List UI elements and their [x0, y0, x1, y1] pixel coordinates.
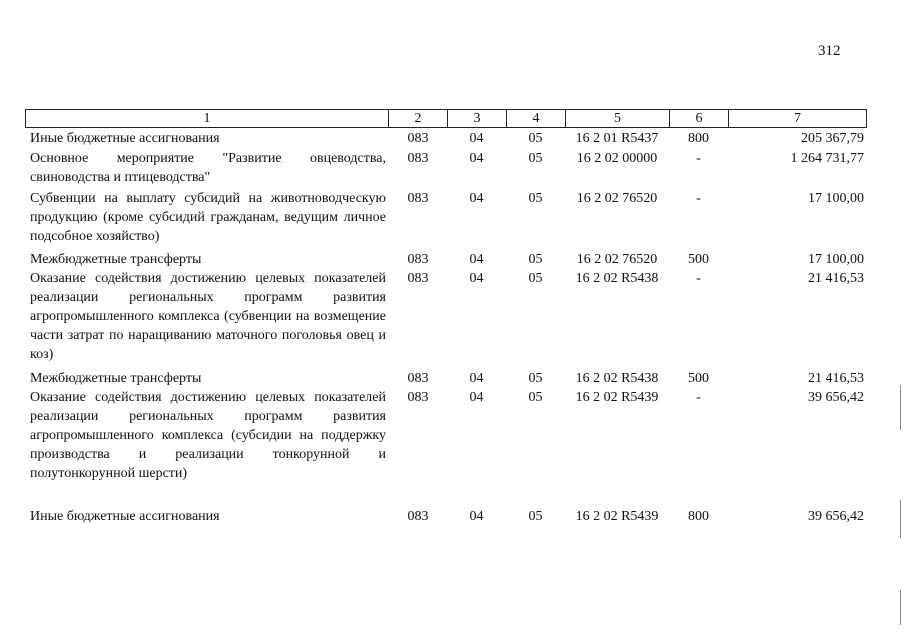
row-code-ministry: 083 — [407, 191, 429, 206]
row-subsection: 05 — [528, 252, 543, 267]
row-amount: 39 656,42 — [808, 509, 864, 524]
row-target-article: 16 2 02 R5438 — [575, 371, 659, 386]
row-subsection: 05 — [528, 151, 543, 166]
scan-margin-mark — [900, 385, 901, 430]
row-section: 04 — [469, 271, 484, 286]
row-amount: 17 100,00 — [808, 191, 864, 206]
row-code-ministry: 083 — [407, 271, 429, 286]
row-code-ministry: 083 — [407, 371, 429, 386]
row-description: Субвенции на выплату субсидий на животноводческую продукцию (кроме субсидий гражданам, ведущим личное подсобное хозяйство) — [30, 191, 386, 244]
row-code-ministry: 083 — [407, 252, 429, 267]
row-description: Оказание содействия достижению целевых показателей реализации региональных программ развития агропромышленного комплекса (субсидии на поддержку производства и реализации тонкорунной и полутонкорунной шерсти) — [30, 390, 386, 481]
row-section: 04 — [469, 390, 484, 405]
row-expense-type: 500 — [688, 252, 709, 267]
row-section: 04 — [469, 252, 484, 267]
row-expense-type: 800 — [688, 131, 709, 146]
column-header-1: 1 — [26, 110, 389, 128]
column-header-5: 5 — [566, 110, 670, 128]
row-subsection: 05 — [528, 271, 543, 286]
row-expense-type: - — [696, 151, 701, 166]
page-number: 312 — [818, 43, 841, 59]
row-amount: 1 264 731,77 — [790, 151, 864, 166]
column-header-table — [25, 109, 867, 128]
row-code-ministry: 083 — [407, 131, 429, 146]
row-expense-type: 500 — [688, 371, 709, 386]
row-amount: 205 367,79 — [801, 131, 864, 146]
row-target-article: 16 2 01 R5437 — [575, 131, 659, 146]
row-amount: 21 416,53 — [808, 371, 864, 386]
row-target-article: 16 2 02 76520 — [576, 252, 658, 267]
row-code-ministry: 083 — [407, 151, 429, 166]
row-code-ministry: 083 — [407, 390, 429, 405]
row-subsection: 05 — [528, 191, 543, 206]
scan-margin-mark — [900, 590, 901, 625]
scan-margin-mark — [900, 500, 901, 538]
row-description: Межбюджетные трансферты — [30, 252, 202, 267]
row-subsection: 05 — [528, 371, 543, 386]
row-target-article: 16 2 02 00000 — [576, 151, 658, 166]
column-header-6: 6 — [670, 110, 729, 128]
column-header-2: 2 — [389, 110, 448, 128]
row-description: Оказание содействия достижению целевых показателей реализации региональных программ развития агропромышленного комплекса (субвенции на возмещение части затрат по наращиванию маточного поголовья овец и коз) — [30, 271, 386, 362]
row-target-article: 16 2 02 R5438 — [575, 271, 659, 286]
row-code-ministry: 083 — [407, 509, 429, 524]
row-section: 04 — [469, 371, 484, 386]
column-header-3: 3 — [448, 110, 507, 128]
row-target-article: 16 2 02 76520 — [576, 191, 658, 206]
row-subsection: 05 — [528, 131, 543, 146]
row-target-article: 16 2 02 R5439 — [575, 390, 659, 405]
row-amount: 21 416,53 — [808, 271, 864, 286]
row-target-article: 16 2 02 R5439 — [575, 509, 659, 524]
row-expense-type: - — [696, 191, 701, 206]
row-description: Иные бюджетные ассигнования — [30, 131, 220, 146]
column-header-row — [26, 110, 867, 128]
row-section: 04 — [469, 151, 484, 166]
row-description: Иные бюджетные ассигнования — [30, 509, 220, 524]
row-expense-type: - — [696, 390, 701, 405]
row-section: 04 — [469, 131, 484, 146]
column-header-7: 7 — [729, 110, 867, 128]
row-expense-type: 800 — [688, 509, 709, 524]
row-description: Межбюджетные трансферты — [30, 371, 202, 386]
row-subsection: 05 — [528, 509, 543, 524]
column-header-4: 4 — [507, 110, 566, 128]
row-expense-type: - — [696, 271, 701, 286]
row-amount: 17 100,00 — [808, 252, 864, 267]
row-amount: 39 656,42 — [808, 390, 864, 405]
row-description: Основное мероприятие "Развитие овцеводства, свиноводства и птицеводства" — [30, 151, 386, 185]
row-section: 04 — [469, 191, 484, 206]
row-subsection: 05 — [528, 390, 543, 405]
row-section: 04 — [469, 509, 484, 524]
